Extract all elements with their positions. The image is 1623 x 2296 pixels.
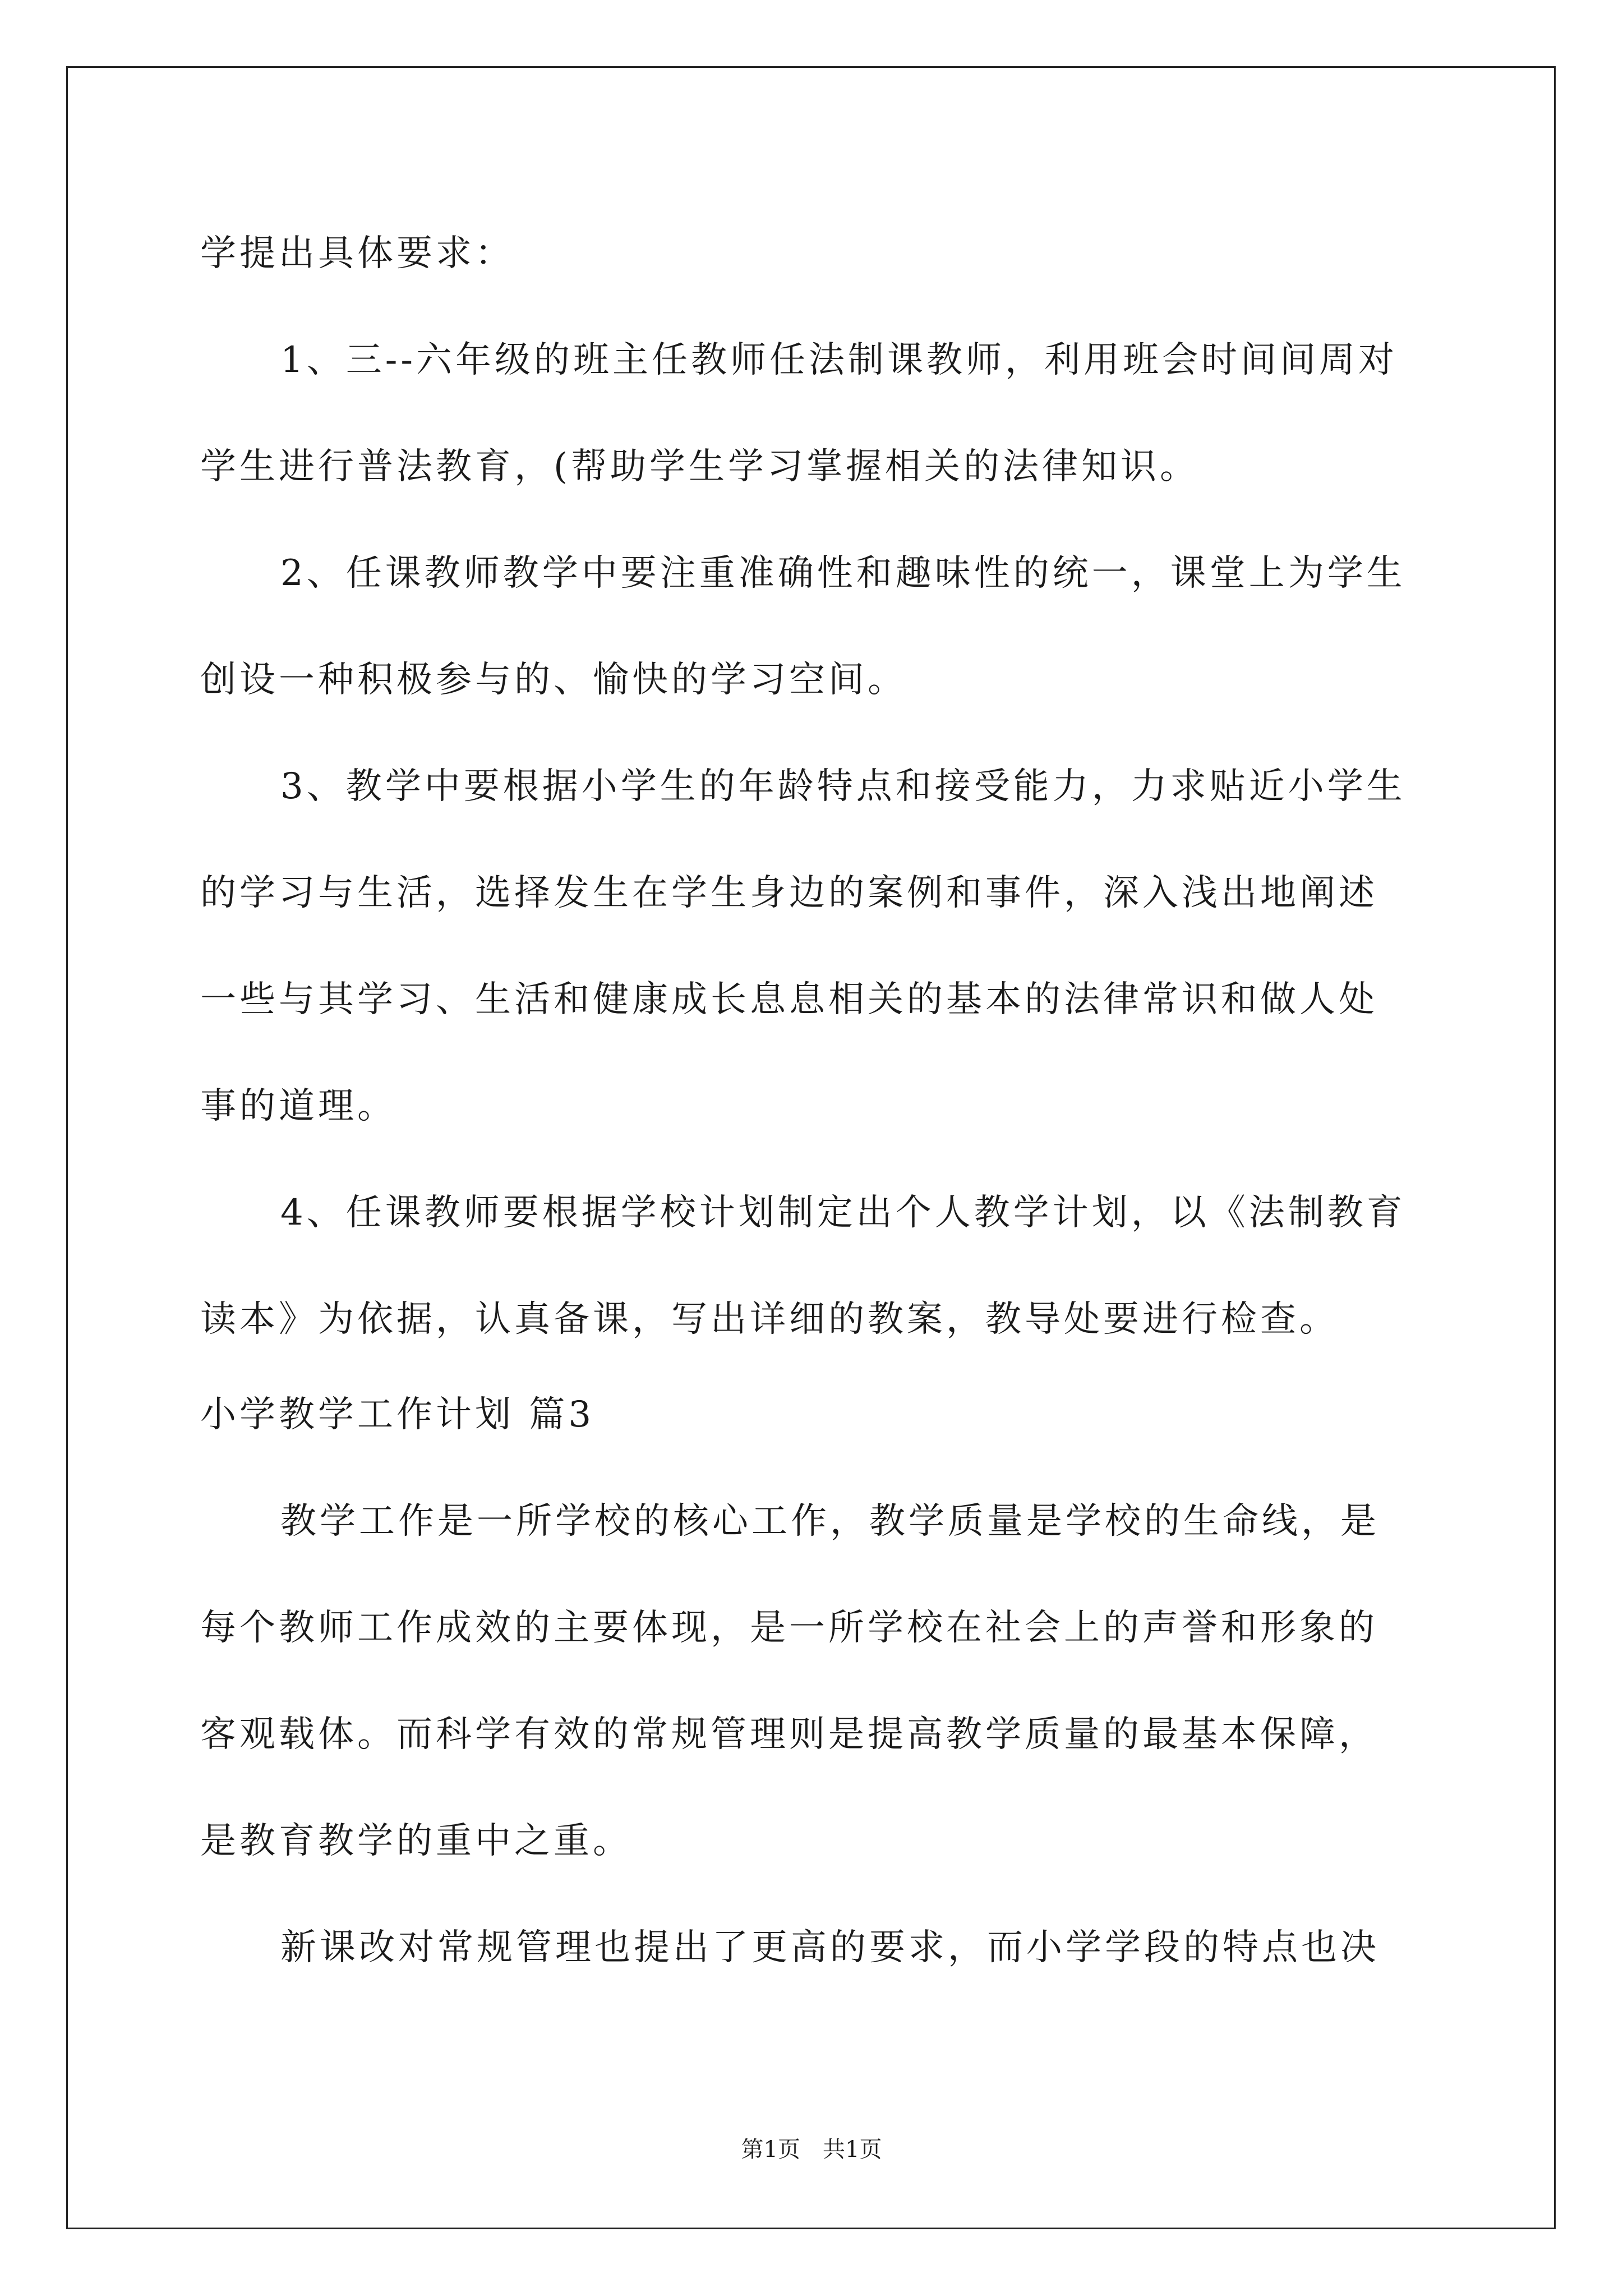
- text-line: 是教育教学的重中之重。: [200, 1820, 632, 1862]
- text-line: 1、三--六年级的班主任教师任法制课教师，利用班会时间间周对: [280, 339, 1398, 381]
- text-line: 4、任课教师要根据学校计划制定出个人教学计划，以《法制教育: [280, 1192, 1406, 1234]
- text-line: 2、任课教师教学中要注重准确性和趣味性的统一，课堂上为学生: [280, 553, 1406, 594]
- text-line: 学生进行普法教育，(帮助学生学习掌握相关的法律知识。: [200, 446, 1199, 487]
- text-line: 的学习与生活，选择发生在学生身边的案例和事件，深入浅出地阐述: [200, 872, 1378, 914]
- text-line: 客观载体。而科学有效的常规管理则是提高教学质量的最基本保障，: [200, 1714, 1378, 1755]
- page-border: [66, 66, 1556, 2229]
- text-line: 事的道理。: [200, 1085, 396, 1127]
- text-line: 3、教学中要根据小学生的年龄特点和接受能力，力求贴近小学生: [280, 766, 1406, 807]
- text-line: 新课改对常规管理也提出了更高的要求，而小学学段的特点也决: [280, 1927, 1380, 1968]
- section-heading: 小学教学工作计划 篇3: [200, 1394, 595, 1435]
- text-line: 教学工作是一所学校的核心工作，教学质量是学校的生命线，是: [280, 1501, 1380, 1542]
- page-footer: 第1页 共1页: [741, 2137, 882, 2162]
- text-line: 读本》为依据，认真备课，写出详细的教案，教导处要进行检查。: [200, 1299, 1339, 1340]
- text-line: 一些与其学习、生活和健康成长息息相关的基本的法律常识和做人处: [200, 979, 1378, 1020]
- text-line: 学提出具体要求：: [200, 233, 514, 274]
- text-line: 创设一种积极参与的、愉快的学习空间。: [200, 659, 907, 701]
- text-line: 每个教师工作成效的主要体现，是一所学校在社会上的声誉和形象的: [200, 1607, 1378, 1649]
